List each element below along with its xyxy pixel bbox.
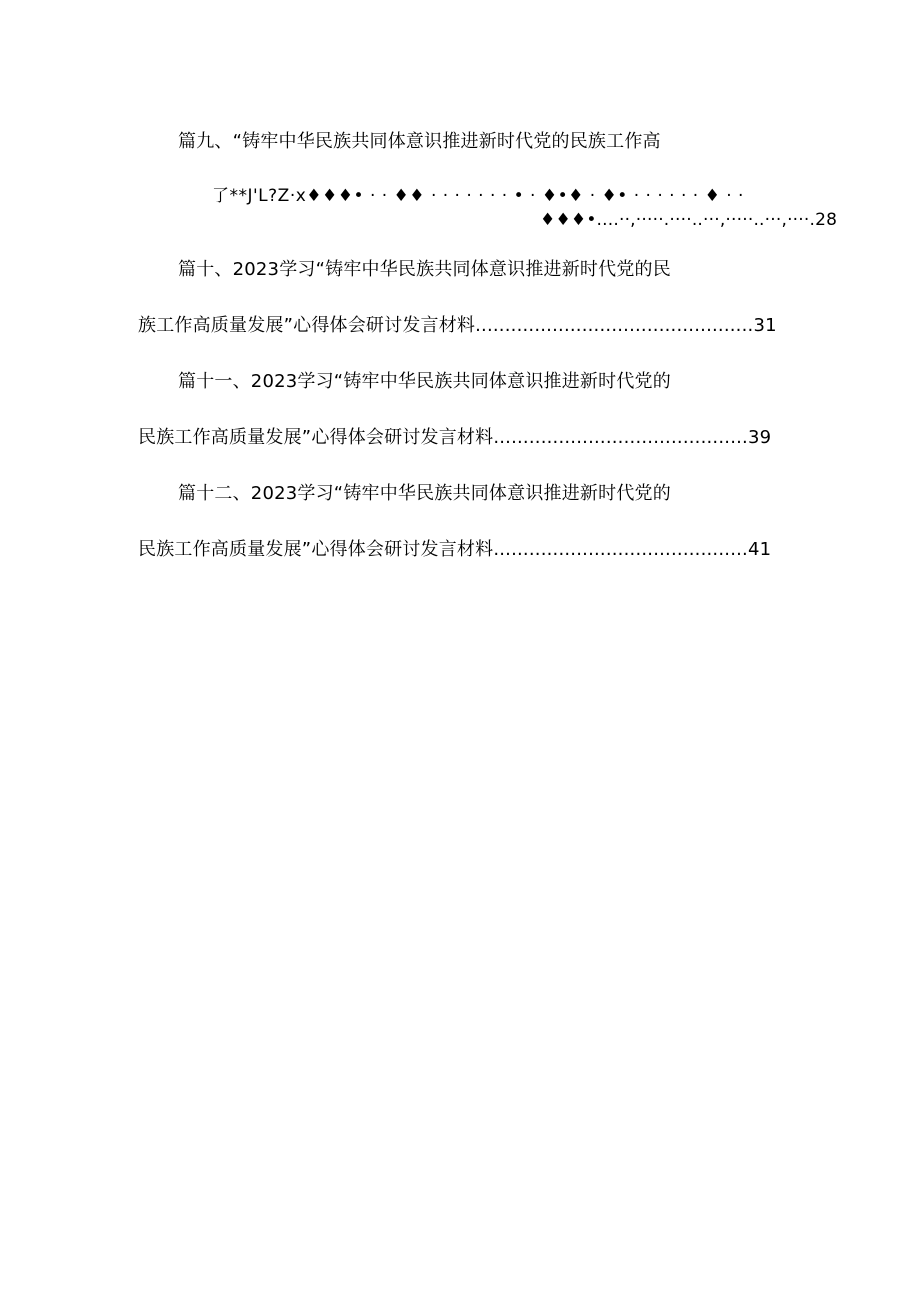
toc-item-10-continuation: 族工作高质量发展”心得体会研讨发言材料...............................................31: [138, 315, 777, 336]
toc-item-9-title: 篇九、“铸牢中华民族共同体意识推进新时代党的民族工作高: [178, 131, 661, 152]
toc-item-12-continuation: 民族工作高质量发展”心得体会研讨发言材料...........................................41: [138, 539, 772, 560]
toc-item-9-page-line: ♦♦♦•....··,·····.····..···,·····..···,····.28: [540, 210, 838, 230]
toc-item-10-title: 篇十、2023学习“铸牢中华民族共同体意识推进新时代党的民: [178, 259, 671, 280]
toc-item-9-garbled-line: 了**J'L?Z·x♦♦♦• · · ♦♦ · · · · · · · • · ♦•♦ · ♦• · · · · · · ♦ · ·: [212, 186, 744, 206]
toc-item-12-title: 篇十二、2023学习“铸牢中华民族共同体意识推进新时代党的: [178, 483, 671, 504]
toc-item-11-title: 篇十一、2023学习“铸牢中华民族共同体意识推进新时代党的: [178, 371, 671, 392]
toc-item-11-continuation: 民族工作高质量发展”心得体会研讨发言材料...........................................39: [138, 427, 772, 448]
